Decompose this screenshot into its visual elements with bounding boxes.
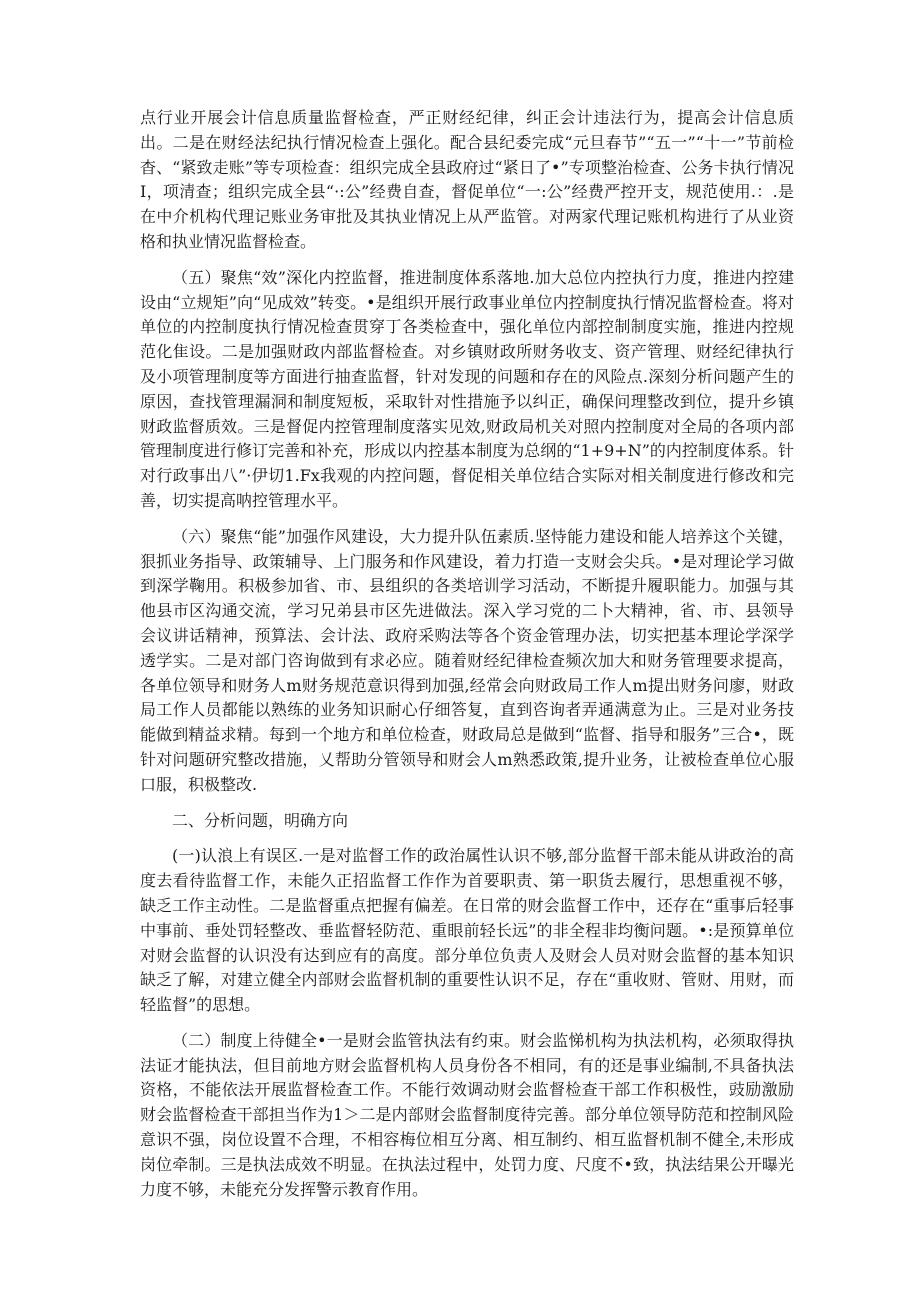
paragraph-team-building: （六）聚焦“能”加强作风建设，大力提升队伍素质.坚恃能力建设和能人培养这个关键，狠抓业务指导、政策辅导、上门服务和作风建设，着力打造一支财会尖兵。•是对理论学习做到深学鞠用。积极参加省、市、县组织的各类培训学习活动，不断提升履职能力。加强与其他县市区沟通交流，学习兄弟县市区先进做法。深入学习党的二卜大精神，省、市、县领导会议讲话精神，预算法、会计法、政府采购法等各个资金管理办法，切实把基本理论学深学透学实。二是对部门咨询做到有求必应。随着财经纪律检查频次加大和财务管理要求提高，各单位领导和财务人m财务规范意识得到加强,经常会向财政局工作人m提出财务问廖，财政局工作人员都能以熟练的业务知识耐心仔细答复，直到咨询者弄通满意为止。三是对业务技能做到精益求精。每到一个地方和单位检查，财政局总是做到“监督、指导和服务”三合•，既针对问题研究整改措施，乂帮助分管领导和财会人m熟悉政策,提升业务，让被检查单位心服口服，积极整改. (140, 526, 794, 794)
paragraph-system-issues: （二）制度上待健全•一是财会监管执法有约束。财会监悌机构为执法机构，必须取得执法证才能执法，但目前地方财会监督机构人员身份各不相同，有的还是事业编制,不具备执法资格，不能依法开展监督检查工作。不能行效调动财会监督检查干部工作积极性，豉励激励财会监督检查干部担当作为1＞二是内部财会监督制度待完善。部分单位领导防范和控制风险意识不强，岗位设置不合理，不相容梅位相互分离、相互制约、相互监督机制不健全,未形成岗位牵制。三是执法成效不明显。在执法过程中，处罚力度、尺度不•致，执法结果公开曝光力度不够，未能充分发挥警示教育作用。 (140, 1030, 794, 1199)
paragraph-internal-control: （五）聚焦“效”深化内控监督，推进制度体系落地.加大总位内控执行力度，推进内控建设由“立规矩”向“见成效”转变。•是组织开展行政事业单位内控制度执行情况监督检查。将对单位的内控制度执行情况检查贯穿丁各类检查中，强化单位内部控制制度实施，推进内控规范化隹设。二是加强财政内部监督检查。对乡镇财政所财务收支、资产管理、财经纪律执行及小项管理制度等方面进行抽查监督，针对发现的问题和存在的风险点.深刻分析问题产生的原因，查找管理漏洞和制度短板，采取针对性措施予以纠正，确保问理整改到位，提升乡镇财政监督质效。三是督促内控管理制度落实见效,财政局机关对照内控制度对全局的各项内部管理制度进行修订完善和补充，形成以内控基本制度为总纲的“1+9+N”的内控制度体系。针对行政事出八”·伊切1.Fx我观的内控问题，督促相关单位结合实际对相关制度进行修改和完善，切实提高呐控管理水平。 (140, 267, 794, 510)
section-heading-analysis: 二、分析问题，明确方向 (172, 810, 349, 830)
paragraph-awareness-issues: (一)认浪上有误区.一是对监督工作的政治属性认识不够,部分监督干部未能从讲政治的高度去看待监督工作，未能久正招监督工作作为首要职责、第一职货去履行，思想重视不够，缺乏工作主动性。二是监督重点把握有偏差。在日常的财会监督工作中，还存在“重事后轻事中事前、垂处罚轻整改、垂监督轻防范、重眼前轻长远”的非全程非均衡问题。•:是预算单位对财会监督的认识没有达到应有的高度。部分单位负责人及财会人员对财会监督的基本知识缺乏了解，对建立健全内部财会监督机制的重要性认识不足，存在“重收财、管财、用财，而轻监督”的思想。 (140, 846, 794, 1015)
document-body (140, 106, 794, 1213)
paragraph-audit-continuation: 点行业开展会计信息质量监督检查，严正财经纪律，纠正会计违法行为，提高会计信息质出。二是在财经法纪执行情况检查上强化。配合县纪委完成“元旦春节”“五一”“十一”节前检杳、“紧致走账”等专项检查：组织完成全县政府过“紧日了•”专项整治检查、公务卡执行情况I，项清查；组织完成全县“·:公”经费自查，督促单位“一:公”经费严控开支，规范使用.：.是在中介机构代理记账业务审批及其执业情况上从严监管。对两家代理记账机构进行了从业资格和执业情况监督检查。 (140, 108, 794, 251)
